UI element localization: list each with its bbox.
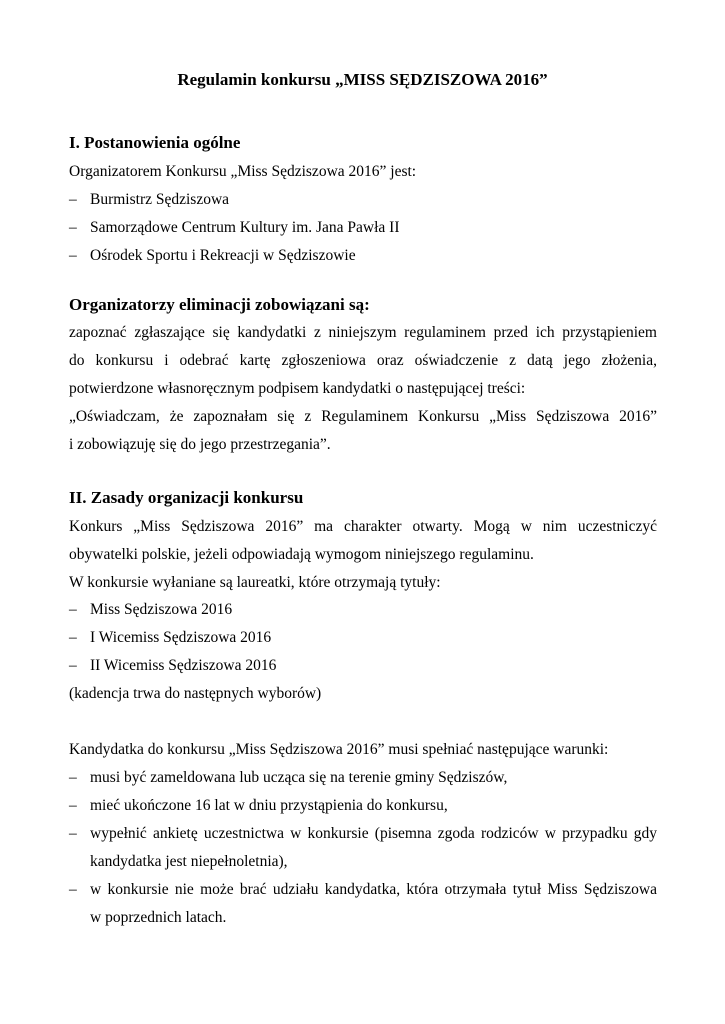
list-dash: –: [69, 657, 77, 674]
section-1-heading: I. Postanowienia ogólne: [69, 133, 241, 152]
condition-item: musi być zameldowana lub ucząca się na terenie gminy Sędziszów,: [90, 769, 508, 786]
list-dash: –: [69, 797, 77, 814]
paragraph-line: i zobowiązuję się do jego przestrzegania”.: [69, 436, 331, 453]
list-dash: –: [69, 601, 77, 618]
title-item: II Wicemiss Sędziszowa 2016: [90, 657, 277, 674]
list-dash: –: [69, 825, 77, 842]
condition-item-continued: w poprzednich latach.: [90, 909, 227, 926]
section-2-heading: II. Zasady organizacji konkursu: [69, 488, 304, 507]
document-title: Regulamin konkursu „MISS SĘDZISZOWA 2016”: [177, 70, 548, 89]
list-dash: –: [69, 247, 77, 264]
condition-item: mieć ukończone 16 lat w dniu przystąpienia do konkursu,: [90, 797, 448, 814]
term-note: (kadencja trwa do następnych wyborów): [69, 685, 322, 702]
list-dash: –: [69, 769, 77, 786]
organizers-intro: Organizatorem Konkursu „Miss Sędziszowa 2016” jest:: [69, 163, 417, 180]
paragraph-line: do konkursu i odebrać kartę zgłoszeniowa oraz oświadczenie z datą jego złożenia,: [69, 352, 657, 369]
list-dash: –: [69, 629, 77, 646]
list-dash: –: [69, 219, 77, 236]
condition-item: w konkursie nie może brać udziału kandydatka, która otrzymała tytuł Miss Sędziszowa: [90, 881, 657, 898]
list-dash: –: [69, 191, 77, 208]
condition-item-continued: kandydatka jest niepełnoletnia),: [90, 853, 288, 870]
paragraph-line: „Oświadczam, że zapoznałam się z Regulaminem Konkursu „Miss Sędziszowa 2016”: [69, 408, 657, 425]
paragraph-line: W konkursie wyłaniane są laureatki, które otrzymają tytuły:: [69, 574, 441, 591]
organizer-item: Ośrodek Sportu i Rekreacji w Sędziszowie: [90, 247, 356, 264]
paragraph-line: obywatelki polskie, jeżeli odpowiadają wymogom niniejszego regulaminu.: [69, 546, 534, 563]
title-item: Miss Sędziszowa 2016: [90, 601, 233, 618]
condition-item: wypełnić ankietę uczestnictwa w konkursie (pisemna zgoda rodziców w przypadku gdy: [90, 825, 657, 842]
paragraph-line: potwierdzone własnoręcznym podpisem kandydatki o następującej treści:: [69, 380, 526, 397]
paragraph-line: Konkurs „Miss Sędziszowa 2016” ma charakter otwarty. Mogą w nim uczestniczyć: [69, 518, 657, 535]
paragraph-line: zapoznać zgłaszające się kandydatki z niniejszym regulaminem przed ich przystąpieniem: [69, 324, 657, 341]
obligations-heading: Organizatorzy eliminacji zobowiązani są:: [69, 295, 370, 314]
organizer-item: Samorządowe Centrum Kultury im. Jana Pawła II: [90, 219, 400, 236]
organizer-item: Burmistrz Sędziszowa: [90, 191, 230, 208]
list-dash: –: [69, 881, 77, 898]
conditions-intro: Kandydatka do konkursu „Miss Sędziszowa 2016” musi spełniać następujące warunki:: [69, 741, 609, 758]
title-item: I Wicemiss Sędziszowa 2016: [90, 629, 272, 646]
